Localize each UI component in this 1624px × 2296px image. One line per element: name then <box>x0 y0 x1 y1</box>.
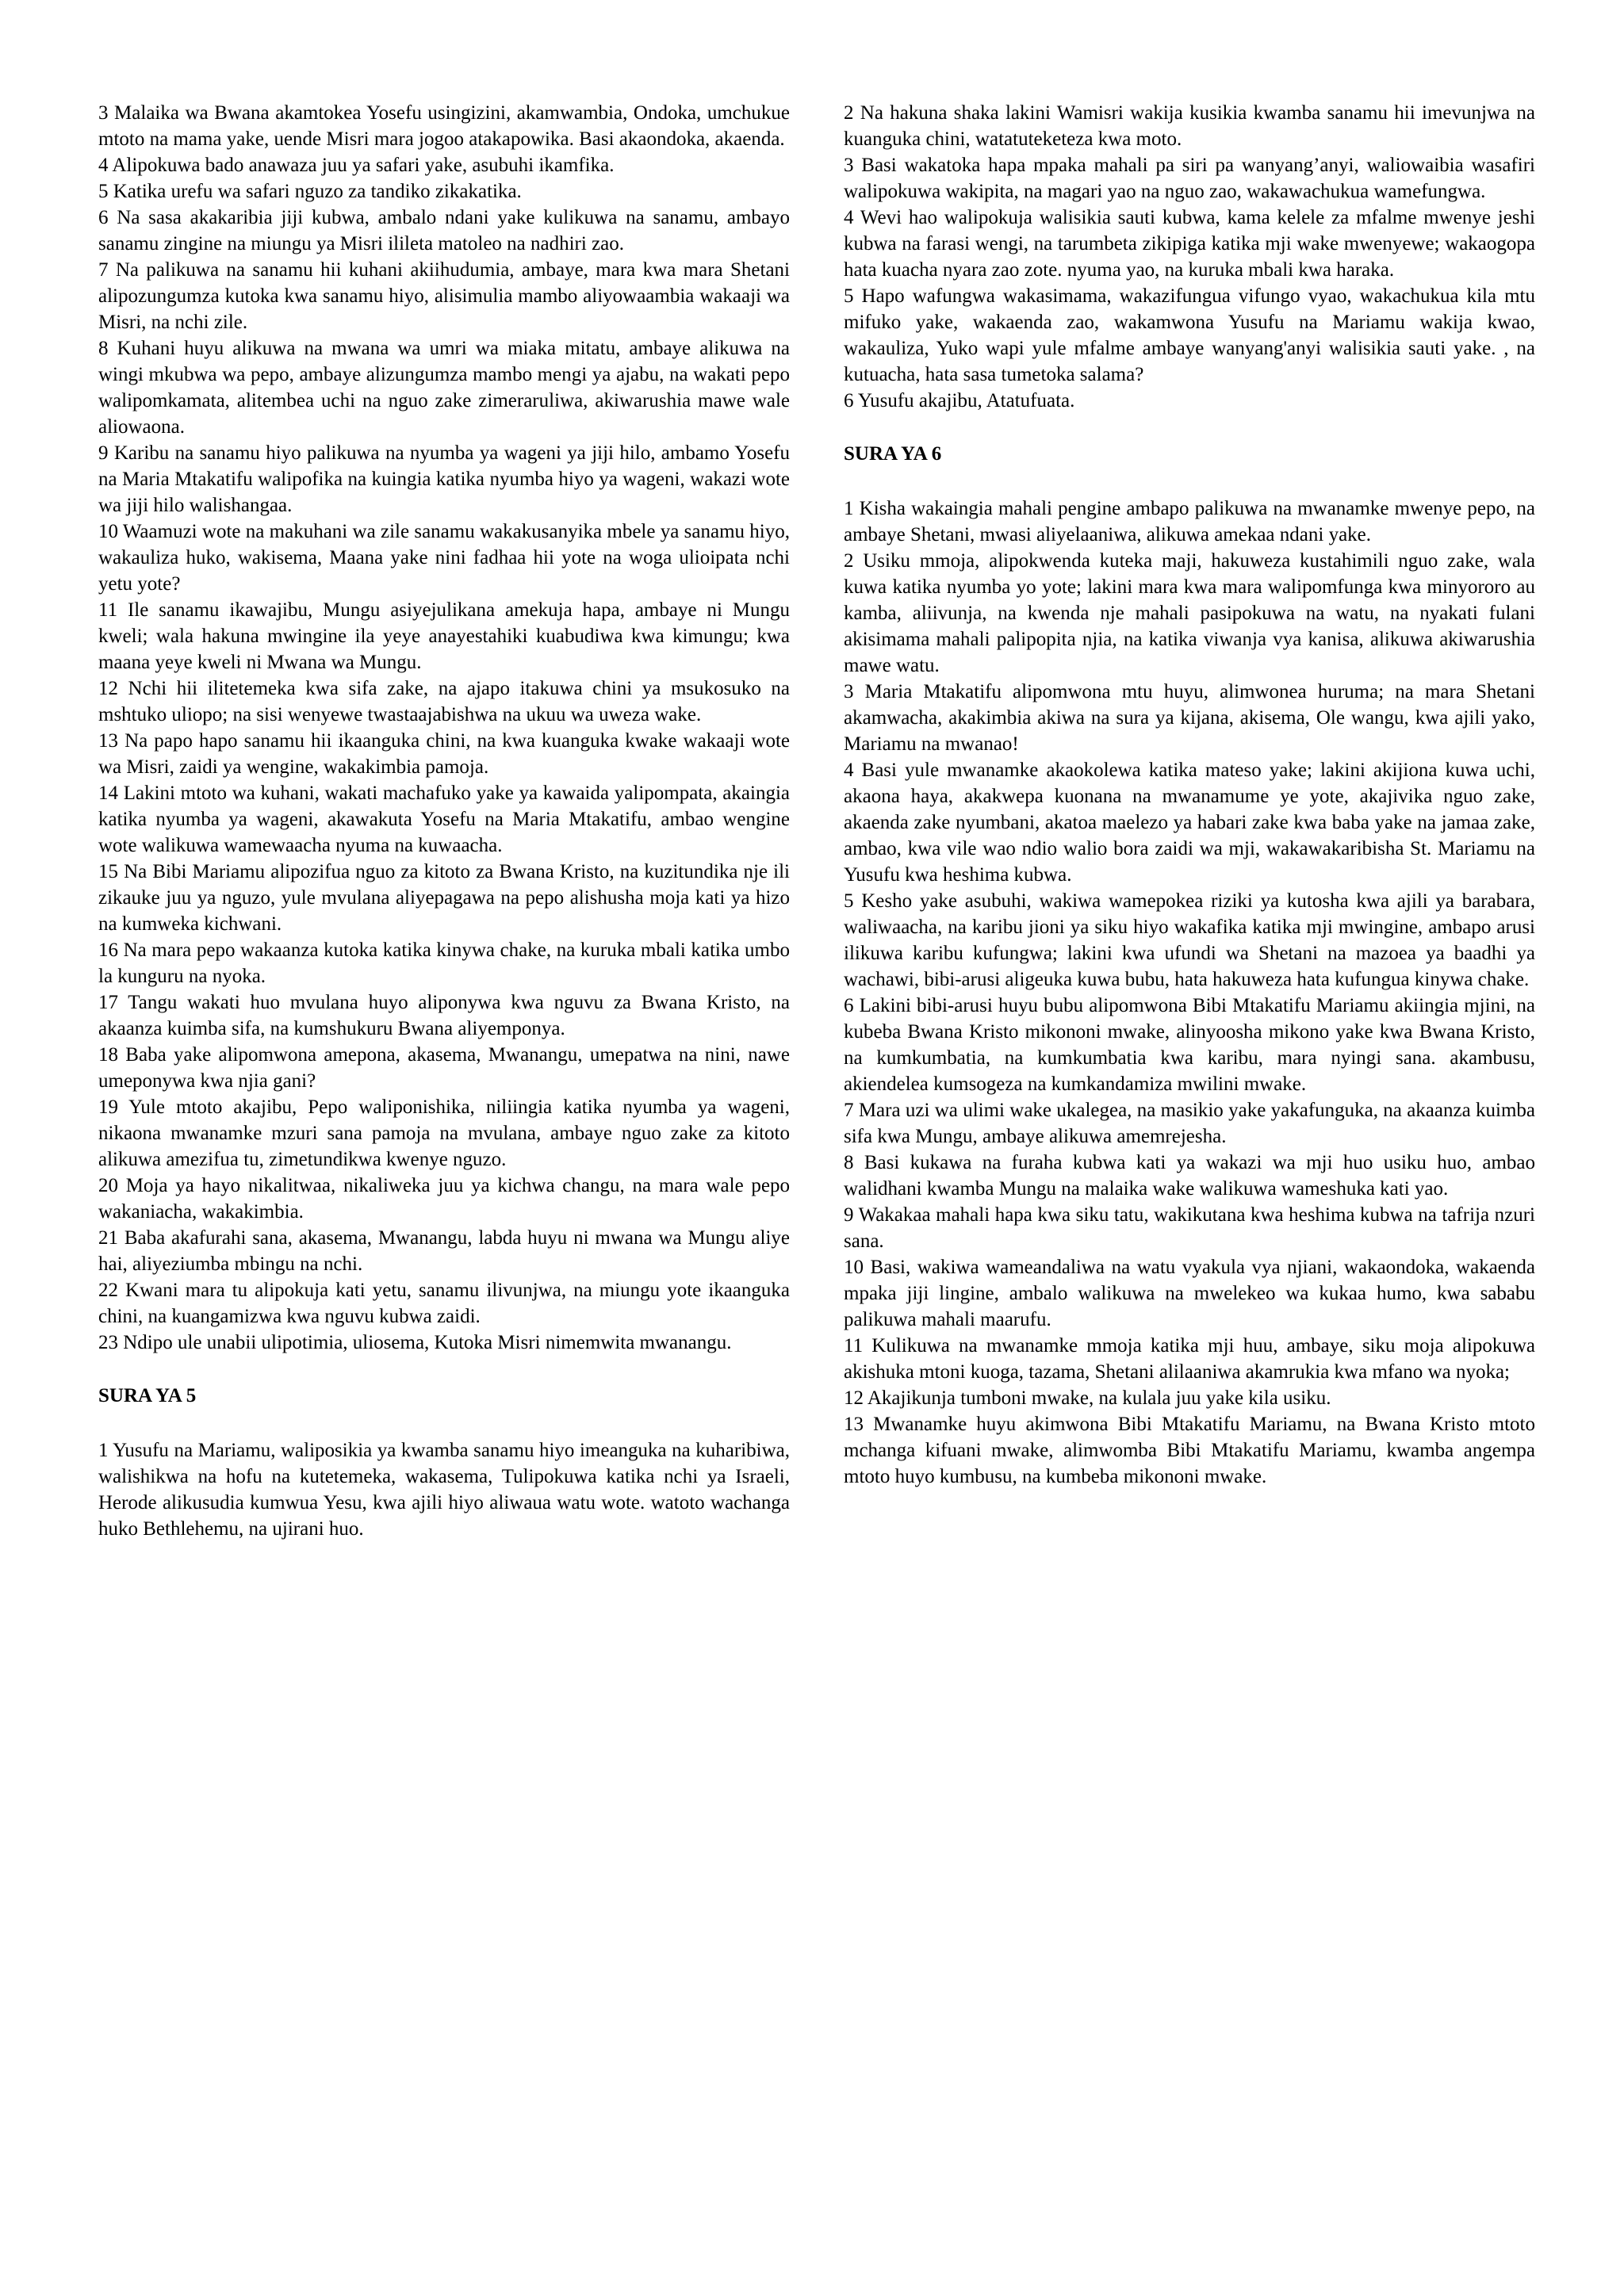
verse: 7 Mara uzi wa ulimi wake ukalegea, na masikio yake yakafunguka, na akaanza kuimba sifa kwa Mungu, ambaye alikuwa amemrejesha. <box>844 1100 1535 1147</box>
verse: 14 Lakini mtoto wa kuhani, wakati machafuko yake ya kawaida yalipompata, akaingia katika nyumba ya wageni, akawakuta Yosefu na Maria Mtakatifu, ambao wengine wote walikuwa wamewaacha nyuma na kuwaacha. <box>98 783 790 856</box>
verse: 2 Na hakuna shaka lakini Wamisri wakija kusikia kwamba sanamu hii imevunjwa na kuanguka chini, watatuteketeza kwa moto. <box>844 102 1535 150</box>
verse: 4 Wevi hao walipokuja walisikia sauti kubwa, kama kelele za mfalme mwenye jeshi kubwa na farasi wengi, na tarumbeta zikipiga katika mji wake mwenyewe; wakaogopa hata kuacha nyara zao zote. nyuma yao, na kuruka mbali kwa haraka. <box>844 207 1535 281</box>
chapter-heading-5: SURA YA 5 <box>98 1385 197 1406</box>
verse: 9 Karibu na sanamu hiyo palikuwa na nyumba ya wageni ya jiji hilo, ambamo Yosefu na Maria Mtakatifu walipofika na kuingia katika nyumba hiyo ya wageni, wakazi wote wa jiji hilo walishangaa. <box>98 442 790 516</box>
verse: 11 Ile sanamu ikawajibu, Mungu asiyejulikana amekuja hapa, ambaye ni Mungu kweli; wala hakuna mwingine ila yeye anayestahiki kuabudiwa kwa kimungu; kwa maana yeye kweli ni Mwana wa Mungu. <box>98 599 790 673</box>
verse: 3 Maria Mtakatifu alipomwona mtu huyu, alimwonea huruma; na mara Shetani akamwacha, akakimbia akiwa na sura ya kijana, akisema, Ole wangu, kwa ajili yako, Mariamu na mwanao! <box>844 681 1535 755</box>
verse: 1 Kisha wakaingia mahali pengine ambapo palikuwa na mwanamke mwenye pepo, na ambaye Shetani, mwasi aliyelaaniwa, alikuwa amekaa ndani yake. <box>844 498 1535 545</box>
right-verses-a <box>844 100 1535 414</box>
verse: 21 Baba akafurahi sana, akasema, Mwanangu, labda huyu ni mwana wa Mungu aliye hai, aliyeziumba mbingu na nchi. <box>98 1227 790 1275</box>
verse: 2 Usiku mmoja, alipokwenda kuteka maji, hakuweza kustahimili nguo zake, wala kuwa katika nyumba yo yote; lakini mara kwa mara walipomfunga kwa minyororo au kamba, aliivunja, na kwenda nje mahali pasipokuwa na watu, na nyakati fulani akisimama mahali palipopita njia, na katika viwanja vya kanisa, alikuwa akiwarushia mawe watu. <box>844 550 1535 676</box>
right-verses-b <box>844 496 1535 1490</box>
verse: 5 Katika urefu wa safari nguzo za tandiko zikakatika. <box>98 181 522 202</box>
verse: 8 Kuhani huyu alikuwa na mwana wa umri wa miaka mitatu, ambaye alikuwa na wingi mkubwa wa pepo, ambaye alizungumza mambo mengi ya ajabu, na wakati pepo walipomkamata, alitembea uchi na nguo zake zimeraruliwa, akiwarushia mawe wale aliowaona. <box>98 338 790 438</box>
verse: 13 Na papo hapo sanamu hii ikaanguka chini, na kwa kuanguka kwake wakaaji wote wa Misri, zaidi ya wengine, wakakimbia pamoja. <box>98 730 790 778</box>
verse: 16 Na mara pepo wakaanza kutoka katika kinywa chake, na kuruka mbali katika umbo la kunguru na nyoka. <box>98 939 790 987</box>
verse: 7 Na palikuwa na sanamu hii kuhani akiihudumia, ambaye, mara kwa mara Shetani alipozungumza kutoka kwa sanamu hiyo, alisimulia mambo aliyowaambia wakaaji wa Misri, na nchi zile. <box>98 259 790 333</box>
verse: 12 Nchi hii ilitetemeka kwa sifa zake, na ajapo itakuwa chini ya msukosuko na mshtuko uliopo; na sisi wenyewe twastaajabishwa na ukuu wa uweza wake. <box>98 678 790 725</box>
left-verses-b <box>98 1437 790 1542</box>
verse: 3 Malaika wa Bwana akamtokea Yosefu usingizini, akamwambia, Ondoka, umchukue mtoto na mama yake, uende Misri mara jogoo atakapowika. Basi akaondoka, akaenda. <box>98 102 790 150</box>
verse: 22 Kwani mara tu alipokuja kati yetu, sanamu ilivunjwa, na miungu yote ikaanguka chini, na kuangamizwa kwa nguvu kubwa zaidi. <box>98 1280 790 1327</box>
verse: 17 Tangu wakati huo mvulana huyo aliponywa kwa nguvu za Bwana Kristo, na akaanza kuimba sifa, na kumshukuru Bwana aliyemponya. <box>98 992 790 1039</box>
verse: 19 Yule mtoto akajibu, Pepo waliponishika, niliingia katika nyumba ya wageni, nikaona mwanamke mzuri sana pamoja na mvulana, ambaye nguo zake za kitoto alikuwa amezifua tu, zimetundikwa kwenye nguzo. <box>98 1096 790 1170</box>
verse: 8 Basi kukawa na furaha kubwa kati ya wakazi wa mji huo usiku huo, ambao walidhani kwamba Mungu na malaika wake walikuwa wameshuka kati yao. <box>844 1152 1535 1200</box>
verse: 3 Basi wakatoka hapa mpaka mahali pa siri pa wanyang’anyi, waliowaibia wasafiri walipokuwa wakipita, na magari yao na nguo zao, wakawachukua wamefungwa. <box>844 155 1535 202</box>
verse: 1 Yusufu na Mariamu, waliposikia ya kwamba sanamu hiyo imeanguka na kuharibiwa, walishikwa na hofu na kutetemeka, wakasema, Tulipokuwa katika nchi ya Israeli, Herode alikusudia kumwua Yesu, kwa ajili hiyo aliwaua watu wote. watoto wachanga huko Bethlehemu, na ujirani huo. <box>98 1440 790 1540</box>
verse: 12 Akajikunja tumboni mwake, na kulala juu yake kila usiku. <box>844 1387 1331 1409</box>
chapter-heading-6: SURA YA 6 <box>844 443 942 465</box>
verse: 5 Hapo wafungwa wakasimama, wakazifungua vifungo vyao, wakachukua kila mtu mifuko yake, wakaenda zao, wakamwona Yusufu na Mariamu wakija kwao, wakauliza, Yuko wapi yule mfalme ambaye wanyang'anyi walisikia sauti yake. , na kutuacha, hata sasa tumetoka salama? <box>844 285 1535 385</box>
verse: 5 Kesho yake asubuhi, wakiwa wamepokea riziki ya kutosha kwa ajili ya barabara, waliwaacha, na karibu jioni ya siku hiyo wakafika katika mji mwingine, ambapo arusi ilikuwa karibu kufungwa; lakini kwa ufundi wa Shetani na mazoea ya baadhi ya wachawi, bibi-arusi aligeuka kuwa bubu, hata hakuweza hata kufungua kinywa chake. <box>844 890 1535 990</box>
verse: 9 Wakakaa mahali hapa kwa siku tatu, wakikutana kwa heshima kubwa na tafrija nzuri sana. <box>844 1204 1535 1252</box>
verse: 4 Alipokuwa bado anawaza juu ya safari yake, asubuhi ikamfika. <box>98 155 615 176</box>
verse: 6 Lakini bibi-arusi huyu bubu alipomwona Bibi Mtakatifu Mariamu akiingia mjini, na kubeba Bwana Kristo mikononi mwake, alinyoosha mikono yake kwa Bwana Kristo, na kumkumbatia, na kumkumbatia kwa karibu, mara nyingi sana. akambusu, akiendelea kumsogeza na kumkandamiza mwilini mwake. <box>844 995 1535 1095</box>
verse: 18 Baba yake alipomwona amepona, akasema, Mwanangu, umepatwa na nini, nawe umeponywa kwa njia gani? <box>98 1044 790 1092</box>
verse: 6 Yusufu akajibu, Atatufuata. <box>844 390 1075 411</box>
verse: 4 Basi yule mwanamke akaokolewa katika mateso yake; lakini akijiona kuwa uchi, akaona haya, akakwepa kuonana na mwanamume ye yote, akajivika nguo zake, akaenda zake nyumbani, akatoa maelezo ya habari zake kwa baba yake na jamaa zake, ambao, kwa vile wao ndio walio bora zaidi wa mji, wakawakaribisha St. Mariamu na Yusufu kwa heshima kubwa. <box>844 760 1535 886</box>
verse: 10 Basi, wakiwa wameandaliwa na watu vyakula vya njiani, wakaondoka, wakaenda mpaka jiji lingine, ambalo walikuwa na mwelekeo wa kukaa humo, kwa sababu palikuwa mahali maarufu. <box>844 1257 1535 1330</box>
right-column <box>844 100 1535 1490</box>
verse: 13 Mwanamke huyu akimwona Bibi Mtakatifu Mariamu, na Bwana Kristo mtoto mchanga kifuani mwake, alimwomba Bibi Mtakatifu Mariamu, kwamba angempa mtoto huyo kumbusu, na kumbeba mikononi mwake. <box>844 1414 1535 1487</box>
verse: 10 Waamuzi wote na makuhani wa zile sanamu wakakusanyika mbele ya sanamu hiyo, wakauliza huko, wakisema, Maana yake nini fadhaa hii yote na woga ulioipata nchi yetu yote? <box>98 521 790 595</box>
left-verses-a <box>98 100 790 1356</box>
verse: 6 Na sasa akakaribia jiji kubwa, ambalo ndani yake kulikuwa na sanamu, ambayo sanamu zingine na miungu ya Misri ilileta matoleo na nadhiri zao. <box>98 207 790 254</box>
verse: 11 Kulikuwa na mwanamke mmoja katika mji huu, ambaye, siku moja alipokuwa akishuka mtoni kuoga, tazama, Shetani alilaaniwa akamrukia kwa mfano wa nyoka; <box>844 1335 1535 1383</box>
verse: 15 Na Bibi Mariamu alipozifua nguo za kitoto za Bwana Kristo, na kuzitundika nje ili zikauke juu ya nguzo, yule mvulana aliyepagawa na pepo alishusha moja kati ya hizo na kumweka kichwani. <box>98 861 790 935</box>
verse: 23 Ndipo ule unabii ulipotimia, uliosema, Kutoka Misri nimemwita mwanangu. <box>98 1332 732 1353</box>
left-column <box>98 100 790 1542</box>
verse: 20 Moja ya hayo nikalitwaa, nikaliweka juu ya kichwa changu, na mara wale pepo wakaniacha, wakakimbia. <box>98 1175 790 1223</box>
